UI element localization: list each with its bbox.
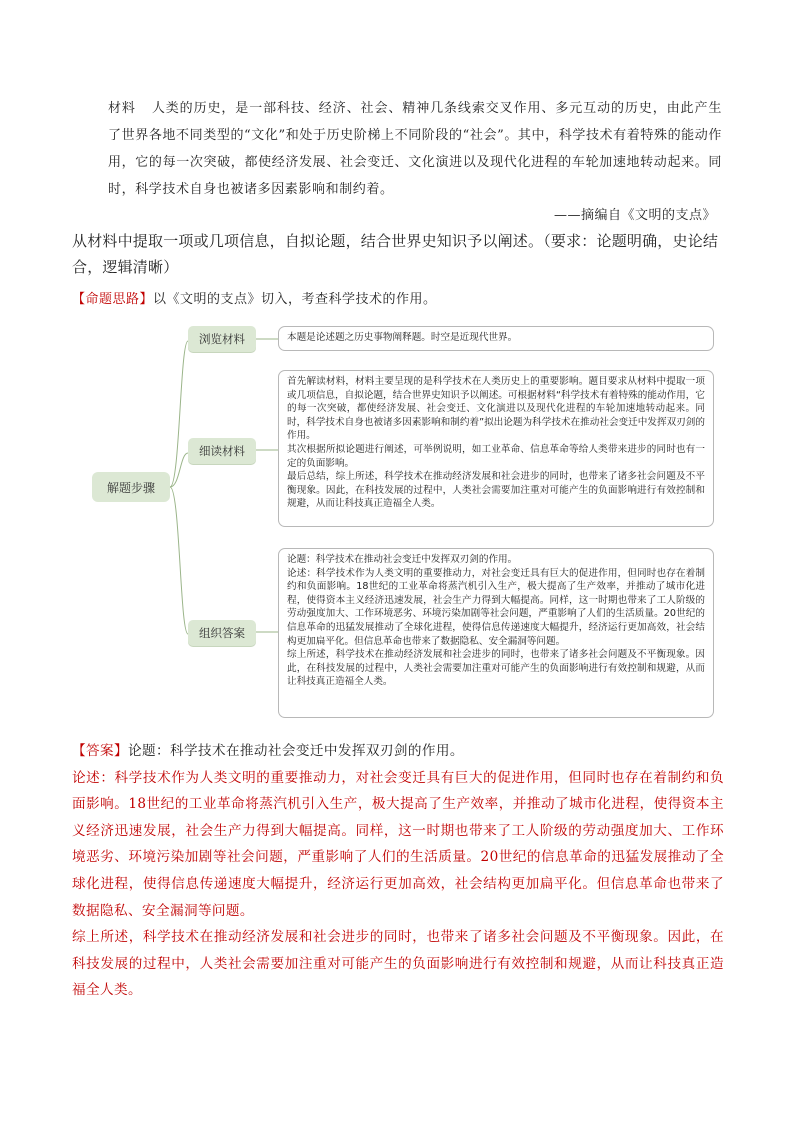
answer-section — [72, 738, 724, 1004]
answer-tag: 【答案】 — [72, 743, 128, 759]
read-material-line: 最后总结，综上所述，科学技术在推动经济发展和社会进步的同时，也带来了诸多社会问题及不平衡现象。因此，在科技发展的过程中，人类社会需要加注重对可能产生的负面影响进行有效控制和规避，从而让科技真正造福全人类。 — [287, 471, 705, 510]
read-material-box — [278, 370, 714, 527]
answer-thesis-line — [72, 738, 724, 765]
organize-answer-line: 综上所述，科学技术在推动经济发展和社会进步的同时，也带来了诸多社会问题及不平衡现象。因此，在科技发展的过程中，人类社会需要加注重对可能产生的负面影响进行有效控制和规避，从而让科技真正造福全人类。 — [287, 649, 705, 688]
organize-answer-box — [278, 548, 714, 718]
idea-text: 以《文明的支点》切入，考查科学技术的作用。 — [153, 292, 437, 307]
step-browse-material: 浏览材料 — [188, 326, 256, 352]
organize-answer-line: 论题：科学技术在推动社会变迁中发挥双刃剑的作用。 — [287, 554, 518, 565]
read-material-line: 首先解读材料，材料主要呈现的是科学技术在人类历史上的重要影响。题目要求从材料中提取一项或几项信息，自拟论题，结合世界史知识予以阐述。可根据材料“科学技术有着特殊的能动作用，它的每一次突破，都使经济发展、社会变迁、文化演进以及现代化进程的车轮加速地转动起来。同时，科学技术自身也被诸多因素影响和制约着”拟出论题为科学技术在推动社会变迁中发挥双刃剑的作用。 — [287, 376, 705, 442]
question-text: 从材料中提取一项或几项信息，自拟论题，结合世界史知识予以阐述。（要求：论题明确，史论结合，逻辑清晰） — [72, 232, 719, 276]
step-organize-answer: 组织答案 — [188, 620, 256, 646]
read-material-line: 其次根据所拟论题进行阐述，可举例说明，如工业革命、信息革命等给人类带来进步的同时也有一定的负面影响。 — [287, 443, 705, 469]
answer-body: 论述：科学技术作为人类文明的重要推动力，对社会变迁具有巨大的促进作用，但同时也存在着制约和负面影响。18世纪的工业革命将蒸汽机引入生产，极大提高了生产效率，并推动了城市化进程，使得资本主义经济迅速发展，社会生产力得到大幅提高。同样，这一时期也带来了工人阶级的劳动强度加大、工作环境恶劣、环境污染加剧等社会问题，严重影响了人们的生活质量。20世纪的信息革命的迅猛发展推动了全球化进程，使得信息传递速度大幅提升，经济运行更加高效，社会结构更加扁平化。但信息革命也带来了数据隐私、安全漏洞等问题。 — [72, 769, 725, 919]
material-text: 人类的历史，是一部科技、经济、社会、精神几条线索交叉作用、多元互动的历史，由此产生了世界各地不同类型的“文化”和处于历史阶梯上不同阶段的“社会”。其中，科学技术有着特殊的能动作用，它的每一次突破，都使经济发展、社会变迁、文化演进以及现代化进程的车轮加速地转动起来。同时，科学技术自身也被诸多因素影响和制约着。 — [108, 101, 722, 197]
browse-material-text: 本题是论述题之历史事物阐释题。时空是近现代世界。 — [287, 332, 518, 343]
answer-conclusion: 综上所述，科学技术在推动经济发展和社会进步的同时，也带来了诸多社会问题及不平衡现象。因此，在科技发展的过程中，人类社会需要加注重对可能产生的负面影响进行有效控制和规避，从而让科技真正造福全人类。 — [72, 929, 724, 999]
answer-thesis: 论题：科学技术在推动社会变迁中发挥双刃剑的作用。 — [127, 743, 464, 759]
mind-map — [88, 322, 724, 722]
step-read-material: 细读材料 — [188, 438, 256, 464]
material-source: ——摘编自《文明的支点》 — [553, 208, 716, 223]
root-node: 解题步骤 — [92, 472, 170, 502]
material-paragraph — [72, 95, 722, 203]
browse-material-box — [278, 326, 714, 351]
idea-line — [72, 288, 437, 307]
organize-answer-line: 论述：科学技术作为人类文明的重要推动力，对社会变迁具有巨大的促进作用，但同时也存在着制约和负面影响。18世纪的工业革命将蒸汽机引入生产，极大提高了生产效率，并推动了城市化进程，使得资本主义经济迅速发展，社会生产力得到大幅提高。同样，这一时期也带来了工人阶级的劳动强度加大、工作环境恶劣、环境污染加剧等社会问题，严重影响了人们的生活质量。20世纪的信息革命的迅猛发展推动了全球化进程，使得信息传递速度大幅提升，经济运行更加高效，社会结构更加扁平化。但信息革命也带来了数据隐私、安全漏洞等问题。 — [287, 567, 705, 647]
material-label: 材料 — [108, 101, 136, 116]
idea-tag: 【命题思路】 — [72, 292, 154, 307]
